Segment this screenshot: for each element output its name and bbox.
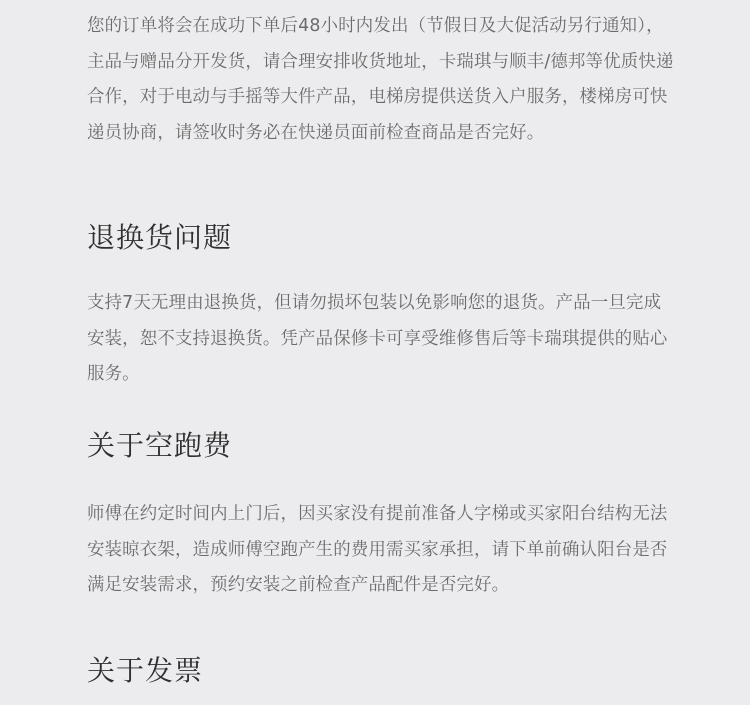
shipping-info-paragraph: 您的订单将会在成功下单后48小时内发出（节假日及大促活动另行通知），主品与赠品分开发货，请合理安排收货地址，卡瑞琪与顺丰/德邦等优质快递合作，对于电动与手摇等大件产品，电梯房提供送货入户服务，楼梯房可快递员协商，请签收时务必在快递员面前检查商品是否完好。 [87,16,674,143]
invoice-heading: 关于发票 [87,654,204,687]
empty-trip-fee-paragraph: 师傅在约定时间内上门后，因买家没有提前准备人字梯或买家阳台结构无法安装晾衣架，造成师傅空跑产生的费用需买家承担，请下单前确认阳台是否满足安装需求，预约安装之前检查产品配件是否完好。 [87,504,668,595]
returns-paragraph: 支持7天无理由退换货，但请勿损坏包装以免影响您的退货。产品一旦完成安装，恕不支持退换货。凭产品保修卡可享受维修售后等卡瑞琪提供的贴心服务。 [87,293,668,384]
returns-heading: 退换货问题 [87,221,233,254]
empty-trip-fee-heading: 关于空跑费 [87,429,233,462]
